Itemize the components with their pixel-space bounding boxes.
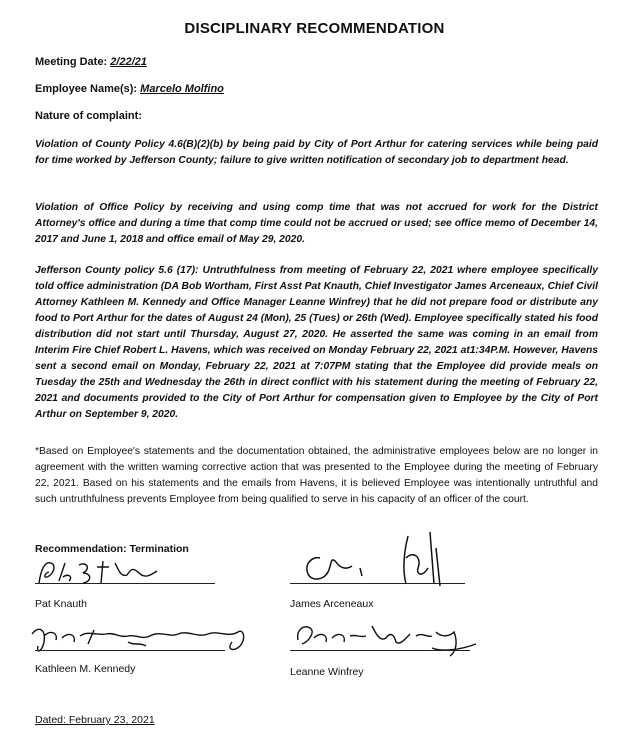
meeting-date-value: 2/22/21	[110, 56, 147, 68]
signature-james-arceneaux	[290, 528, 480, 590]
signatory-name: Kathleen M. Kennedy	[35, 663, 136, 675]
recommendation-line: Recommendation: Termination	[35, 543, 189, 555]
summary-paragraph: *Based on Employee's statements and the documentation obtained, the administrative employees below are no longer in agreement with the written warning corrective action that was presented to the Employee during the meeting of February 22, 2021. Based on his statements and the emails from Havens, it is believed Employee was intentionally untruthful and such untruthfulness prevents Employee from being qualified to serve in his capacity of an officer of the court.	[35, 446, 598, 505]
meeting-date-label: Meeting Date:	[35, 56, 108, 68]
signature-kathleen-kennedy	[28, 612, 258, 660]
complaint-paragraph: Violation of Office Policy by receiving and using comp time that was not accrued for work for the District Attorney's office and during a time that comp time could not be accrued or used; see office memo of December 14, 2017 and June 1, 2018 and office email of May 29, 2020.	[35, 202, 598, 245]
complaint-label: Nature of complaint:	[35, 110, 142, 122]
signature-line	[35, 583, 215, 584]
signature-line	[290, 650, 470, 651]
signatory-name: James Arceneaux	[290, 598, 374, 610]
meeting-date-field	[35, 56, 147, 68]
employee-name-label: Employee Name(s):	[35, 83, 138, 95]
employee-name-value: Marcelo Molfino	[140, 83, 224, 95]
employee-name-field	[35, 83, 224, 95]
signatory-name: Leanne Winfrey	[290, 666, 364, 678]
signature-line	[290, 583, 465, 584]
signature-leanne-winfrey	[292, 612, 482, 660]
signatory-name: Pat Knauth	[35, 598, 87, 610]
signature-line	[35, 650, 225, 651]
document-title: DISCIPLINARY RECOMMENDATION	[184, 20, 445, 37]
complaint-paragraph: Violation of County Policy 4.6(B)(2)(b) by being paid by City of Port Arthur for catering services while being paid for time worked by Jefferson County; failure to give written notification of secondary job to department head.	[35, 139, 598, 166]
complaint-paragraph: Jefferson County policy 5.6 (17): Untruthfulness from meeting of February 22, 2021 where employee specifically told office administration (DA Bob Wortham, First Asst Pat Knauth, Chief Investigator James Arceneaux, Chief Civil Attorney Kathleen M. Kennedy and Office Manager Leanne Winfrey) that he did not prepare food or distribute any food to Port Arthur for the dates of August 24 (Mon), 25 (Tues) or 26th (Wed). Employee specifically stated his food distribution did not start until Thursday, August 27, 2020. He asserted the same was coming in an email from Interim Fire Chief Robert L. Havens, which was received on Monday February 22, 2021 at1:34P.M. However, Havens sent a second email on Monday, February 22, 2021 at 7:07PM stating that the Employee did provide meals on Tuesday the 25th and Wednesday the 26th in direct conflict with his statement during the meeting of February 22, 2021 and documents provided to the City of Port Arthur for compensation given to Employee by the City of Port Arthur on September 9, 2020.	[35, 265, 598, 420]
dated-line: Dated: February 23, 2021	[35, 714, 155, 726]
